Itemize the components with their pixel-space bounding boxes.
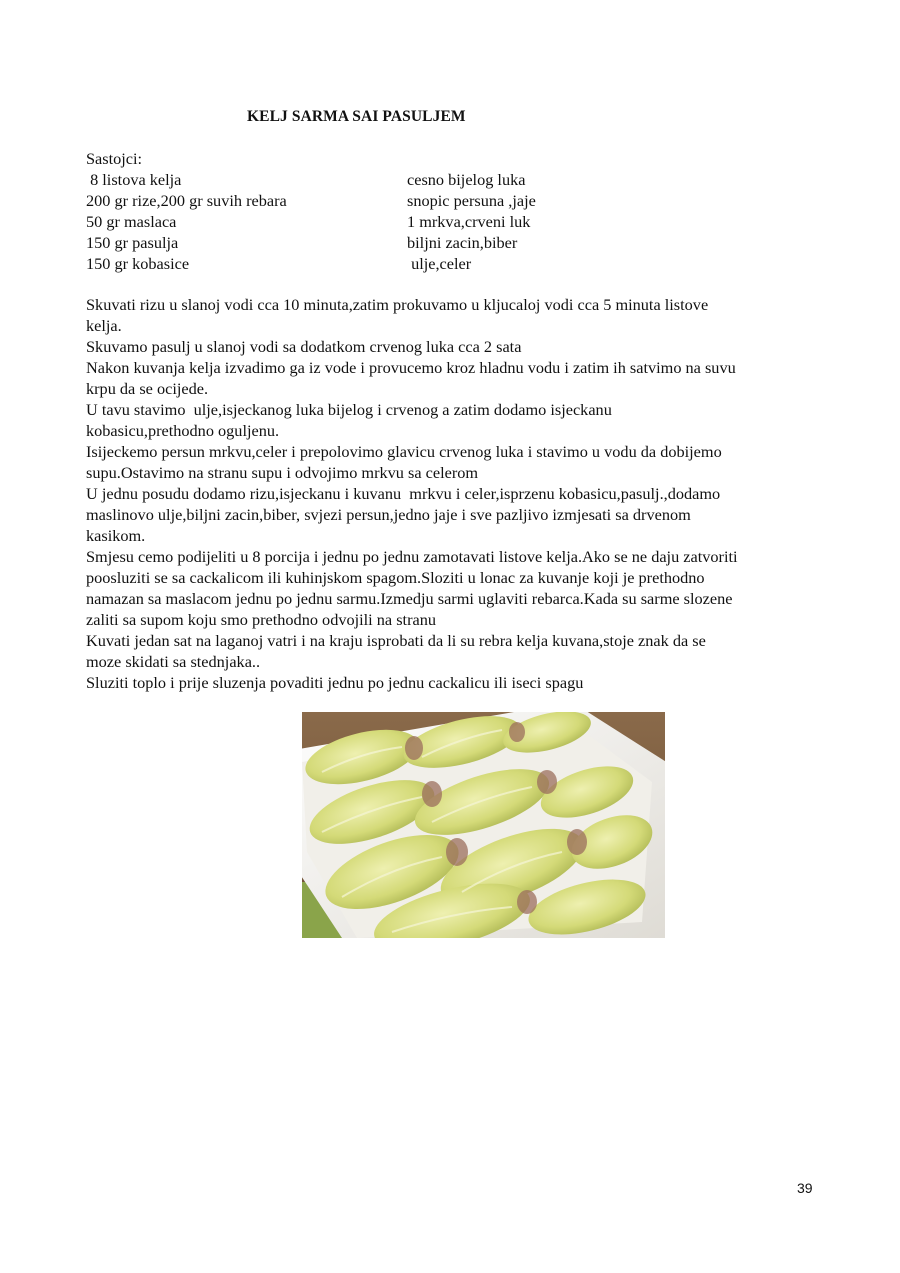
page-title: KELJ SARMA SAI PASULJEM (247, 108, 466, 125)
method-line: kobasicu,prethodno oguljenu. (86, 421, 280, 440)
ingredient-row (86, 211, 806, 232)
method-line: kasikom. (86, 526, 146, 545)
method-line: Skuvati rizu u slanoj vodi cca 10 minuta,zatim prokuvamo u kljucaloj vodi cca 5 minuta listove (86, 295, 709, 314)
method-line: supu.Ostavimo na stranu supu i odvojimo mrkvu sa celerom (86, 463, 479, 482)
roll-filling (567, 829, 587, 855)
method-line: Sluziti toplo i prije sluzenja povaditi jednu po jednu cackalicu ili iseci spagu (86, 673, 584, 692)
roll-filling (517, 890, 537, 914)
roll-filling (405, 736, 423, 760)
photo-illustration (302, 712, 665, 938)
ingredient-left: 200 gr rize,200 gr suvih rebara (86, 191, 287, 210)
ingredient-left: 50 gr maslaca (86, 212, 177, 231)
page-number: 39 (797, 1180, 813, 1196)
ingredient-row (86, 232, 806, 253)
method-section (86, 294, 820, 693)
method-line: maslinovo ulje,biljni zacin,biber, svjezi persun,jedno jaje i sve pazljivo izmjesati sa drvenom (86, 505, 691, 524)
method-line: poosluziti se sa cackalicom ili kuhinjskom spagom.Sloziti u lonac za kuvanje koji je prethodno (86, 568, 705, 587)
method-line: kelja. (86, 316, 122, 335)
ingredient-right: ulje,celer (407, 254, 472, 273)
ingredient-left: 150 gr pasulja (86, 233, 179, 252)
roll-filling (446, 838, 468, 866)
cabbage-rolls-photo (302, 712, 665, 938)
method-line: moze skidati sa stednjaka.. (86, 652, 261, 671)
method-line: Skuvamo pasulj u slanoj vodi sa dodatkom crvenog luka cca 2 sata (86, 337, 522, 356)
ingredient-row (86, 169, 806, 190)
method-line: U jednu posudu dodamo rizu,isjeckanu i kuvanu mrkvu i celer,isprzenu kobasicu,pasulj.,dodamo (86, 484, 721, 503)
roll-filling (509, 722, 525, 742)
ingredient-left: 8 listova kelja (86, 170, 182, 189)
ingredient-right: snopic persuna ,jaje (407, 191, 536, 210)
method-line: Smjesu cemo podijeliti u 8 porcija i jednu po jednu zamotavati listove kelja.Ako se ne daju zatvoriti (86, 547, 738, 566)
method-line: Kuvati jedan sat na laganoj vatri i na kraju isprobati da li su rebra kelja kuvana,stoje znak da se (86, 631, 706, 650)
ingredient-right: 1 mrkva,crveni luk (407, 212, 531, 231)
roll-filling (422, 781, 442, 807)
ingredients-heading: Sastojci: (86, 149, 143, 168)
method-line: Isijeckemo persun mrkvu,celer i prepolovimo glavicu crvenog luka i stavimo u vodu da dobijemo (86, 442, 722, 461)
ingredients-section (86, 148, 806, 274)
ingredient-row (86, 190, 806, 211)
ingredient-right: cesno bijelog luka (407, 170, 526, 189)
ingredient-left: 150 gr kobasice (86, 254, 190, 273)
ingredient-right: biljni zacin,biber (407, 233, 518, 252)
roll-filling (537, 770, 557, 794)
method-line: namazan sa maslacom jednu po jednu sarmu.Izmedju sarmi uglaviti rebarca.Kada su sarme slozene (86, 589, 733, 608)
method-line: krpu da se ocijede. (86, 379, 209, 398)
ingredient-row (86, 253, 806, 274)
method-line: Nakon kuvanja kelja izvadimo ga iz vode i provucemo kroz hladnu vodu i zatim ih satvimo na suvu (86, 358, 736, 377)
method-line: zaliti sa supom koju smo prethodno odvojili na stranu (86, 610, 437, 629)
method-line: U tavu stavimo ulje,isjeckanog luka bijelog i crvenog a zatim dodamo isjeckanu (86, 400, 612, 419)
